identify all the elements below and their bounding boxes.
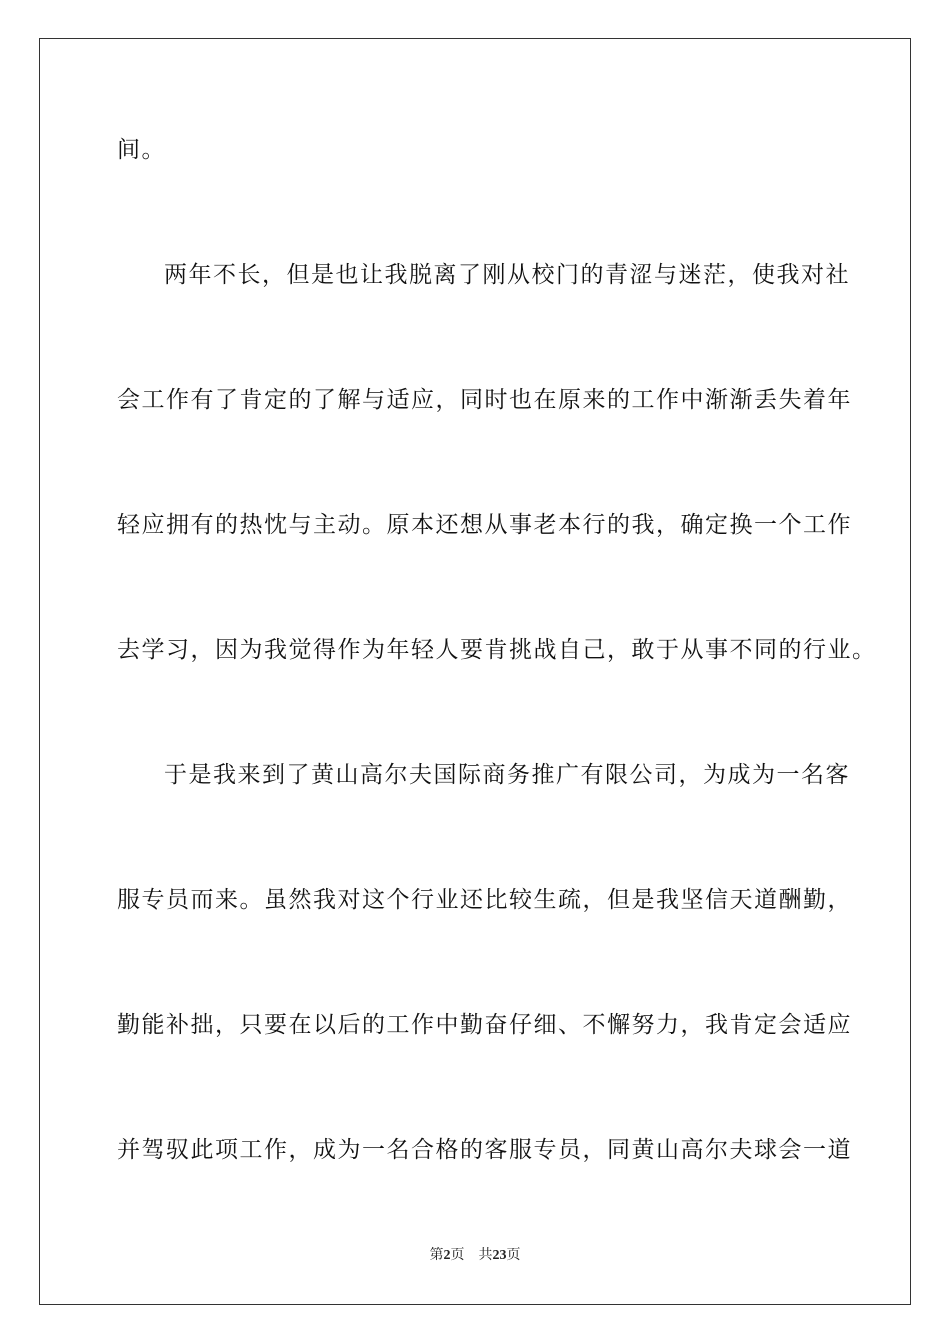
paragraph-line: 并驾驭此项工作，成为一名合格的客服专员，同黄山高尔夫球会一道 (117, 1137, 852, 1163)
page-suffix: 页 (450, 1248, 465, 1263)
page-prefix: 第 (429, 1248, 444, 1263)
page-footer (0, 1244, 950, 1264)
paragraph-line: 勤能补拙，只要在以后的工作中勤奋仔细、不懈努力，我肯定会适应 (117, 1012, 852, 1038)
paragraph-line: 服专员而来。虽然我对这个行业还比较生疏，但是我坚信天道酬勤， (117, 887, 852, 913)
paragraph-line: 间。 (117, 137, 166, 163)
page-total: 23 (492, 1248, 507, 1263)
total-prefix: 共 (478, 1248, 493, 1263)
paragraph-line: 于是我来到了黄山高尔夫国际商务推广有限公司，为成为一名客 (164, 762, 850, 788)
paragraph-line: 会工作有了肯定的了解与适应，同时也在原来的工作中渐渐丢失着年 (117, 387, 852, 413)
total-suffix: 页 (506, 1248, 521, 1263)
paragraph-line: 轻应拥有的热忱与主动。原本还想从事老本行的我，确定换一个工作 (117, 512, 852, 538)
page-number: 2 (443, 1248, 451, 1263)
page-border (39, 38, 911, 1305)
paragraph-line: 去学习，因为我觉得作为年轻人要肯挑战自己，敢于从事不同的行业。 (117, 637, 877, 663)
paragraph-line: 两年不长，但是也让我脱离了刚从校门的青涩与迷茫，使我对社 (164, 262, 850, 288)
